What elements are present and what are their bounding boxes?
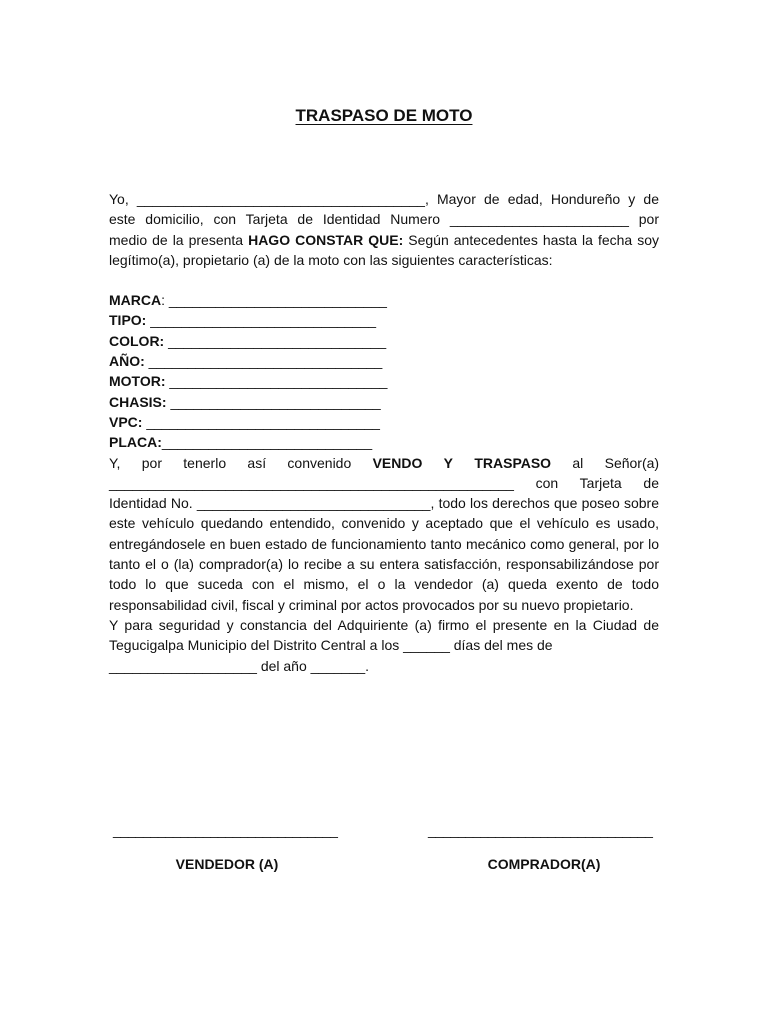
field-motor xyxy=(109,371,659,391)
seller-label: VENDEDOR (A) xyxy=(175,856,279,872)
field-motor-label: MOTOR: xyxy=(109,373,166,390)
intro-line-3-post: Según antecedentes hasta la fecha soy xyxy=(403,231,659,248)
field-vpc-label: VPC: xyxy=(109,413,143,430)
transfer-line-4: este vehículo quedando entendido, convenido y aceptado que el vehículo es usado, xyxy=(109,515,659,532)
intro-line-3 xyxy=(109,230,659,250)
intro-paragraph xyxy=(109,189,659,270)
word: convenido xyxy=(287,454,352,471)
y-bold: Y xyxy=(443,454,454,471)
vendo-bold: VENDO xyxy=(372,454,423,471)
intro-line-4: legítimo(a), propietario (a) de la moto con las siguientes características: xyxy=(109,251,553,268)
closing-line-3: ___________________ del año _______. xyxy=(109,657,370,674)
field-tipo-label: TIPO: xyxy=(109,312,147,329)
traspaso-bold: TRASPASO xyxy=(474,454,552,471)
field-color-blank: ____________________________ xyxy=(164,332,387,349)
field-marca-blank: : ____________________________ xyxy=(161,292,387,309)
field-chasis xyxy=(109,392,659,412)
seller-signature-block xyxy=(113,822,345,872)
word: así xyxy=(247,454,267,471)
field-tipo-blank: _____________________________ xyxy=(146,312,377,329)
word: al xyxy=(572,454,584,471)
field-ano-blank: ______________________________ xyxy=(144,353,383,370)
transfer-line-3: Identidad No. ______________________________, todo los derechos que poseo sobre xyxy=(109,495,659,512)
field-color xyxy=(109,331,659,351)
field-chasis-blank: ___________________________ xyxy=(166,393,381,410)
document-body xyxy=(109,189,659,676)
field-vpc xyxy=(109,412,659,432)
closing-paragraph xyxy=(109,615,659,676)
field-ano-label: AÑO: xyxy=(109,353,145,370)
field-chasis-label: CHASIS: xyxy=(109,393,167,410)
field-vpc-blank: ______________________________ xyxy=(142,413,380,430)
transfer-line-5: entregándosele en buen estado de funcionamiento tanto mecánico como general, por lo xyxy=(109,535,659,552)
transfer-line-2: ____________________________________________________ con Tarjeta de xyxy=(109,474,659,491)
field-placa xyxy=(109,432,659,452)
field-ano xyxy=(109,351,659,371)
closing-line-2: Tegucigalpa Municipio del Distrito Central a los ______ días del mes de xyxy=(109,637,553,654)
word: Señor(a) xyxy=(604,454,660,471)
vehicle-fields xyxy=(109,290,659,452)
transfer-paragraph xyxy=(109,453,659,615)
field-tipo xyxy=(109,310,659,330)
field-marca-label: MARCA xyxy=(109,292,162,309)
intro-line-2: este domicilio, con Tarjeta de Identidad Numero _______________________ por xyxy=(109,211,659,228)
transfer-line-8: responsabilidad civil, fiscal y criminal por actos provocados por su nuevo propietario. xyxy=(109,596,634,613)
word: Y, xyxy=(109,454,121,471)
transfer-line-1 xyxy=(109,453,659,473)
buyer-label: COMPRADOR(A) xyxy=(487,856,601,872)
buyer-signature-line: ______________________________ xyxy=(428,822,653,838)
seller-signature-line: ______________________________ xyxy=(113,822,338,838)
word: por xyxy=(141,454,162,471)
intro-line-1: Yo, _____________________________________, Mayor de edad, Hondureño y de xyxy=(109,191,659,207)
field-placa-blank: ___________________________ xyxy=(161,434,373,451)
hago-constar-bold: HAGO CONSTAR QUE: xyxy=(248,231,404,248)
field-motor-blank: ____________________________ xyxy=(165,373,388,390)
transfer-line-6: tanto el o (la) comprador(a) lo recibe a su entera satisfacción, responsabilizándose por xyxy=(109,556,659,573)
field-placa-label: PLACA: xyxy=(109,434,162,451)
closing-line-1: Y para seguridad y constancia del Adquiriente (a) firmo el presente en la Ciudad de xyxy=(109,616,659,633)
document-title: TRASPASO DE MOTO xyxy=(295,106,473,125)
word: tenerlo xyxy=(183,454,227,471)
field-color-label: COLOR: xyxy=(109,332,165,349)
field-marca xyxy=(109,290,659,310)
intro-line-3-pre: medio de la presenta xyxy=(109,231,249,248)
transfer-line-7: todo lo que suceda con el mismo, el o la vendedor (a) queda exento de todo xyxy=(109,576,659,593)
buyer-signature-block xyxy=(428,822,660,872)
